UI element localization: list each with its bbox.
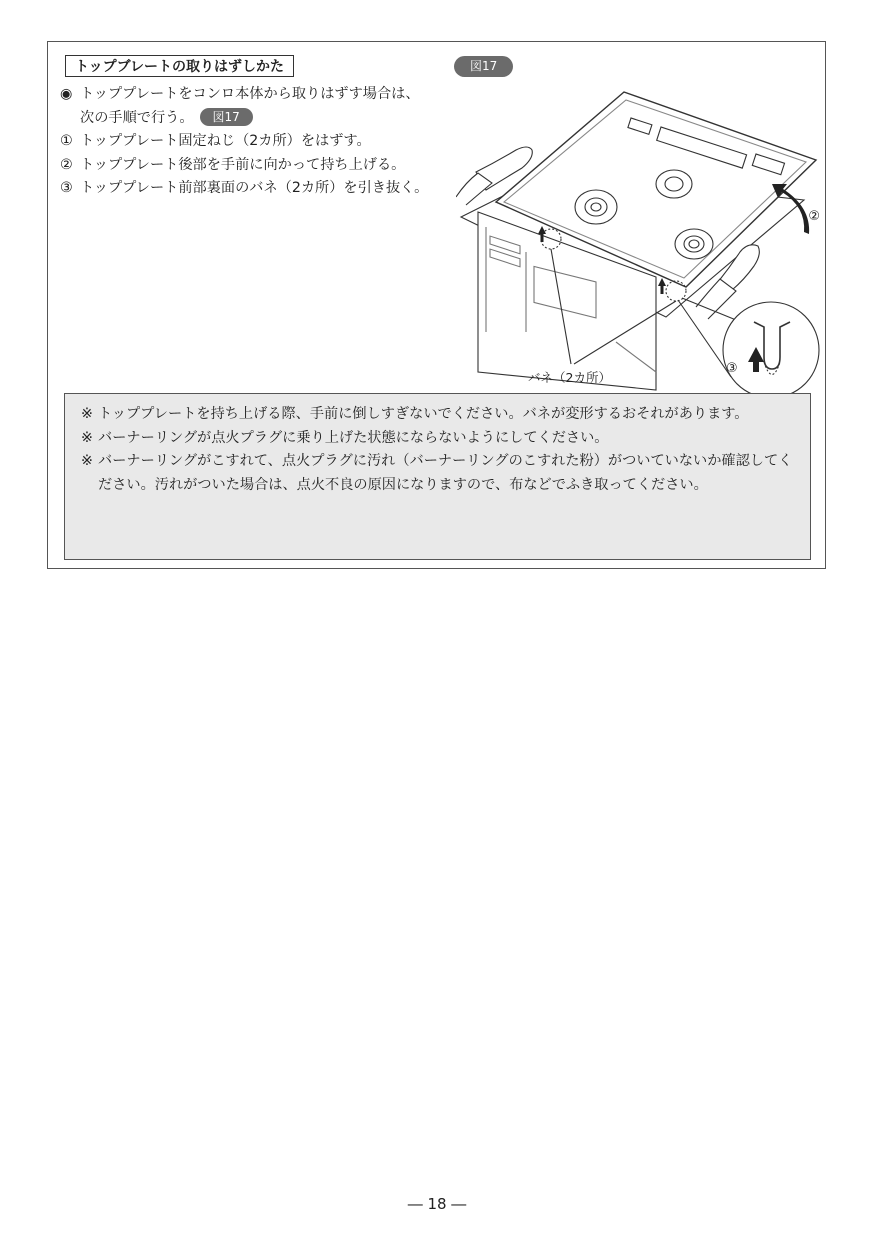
caution-note (81, 450, 798, 497)
note-text: トッププレートを持ち上げる際、手前に倒しすぎないでください。バネが変形するおそれがあります。 (98, 406, 749, 422)
step-text: トッププレート後部を手前に向かって持ち上げる。 (80, 156, 406, 173)
section-title: トップブレートの取りはずしかた (65, 55, 294, 77)
note-mark: ※ (81, 429, 93, 446)
spring-label: バネ（2カ所） (528, 370, 611, 385)
step-text: トッププレート固定ねじ（2カ所）をはずす。 (80, 133, 371, 149)
page-number: ― 18 ― (407, 1195, 467, 1213)
figure-badge: 図17 (454, 56, 513, 77)
instruction-frame (47, 41, 826, 569)
note-text: バーナーリングがこすれて、点火プラグに汚れ（バーナーリングのこすれた粉）がついていないか確認してください。汚れがついた場合は、点火不良の原因になりますので、布などでふき取ってください。 (98, 453, 793, 493)
step-number: ① (60, 133, 73, 149)
note-mark: ※ (81, 453, 93, 469)
instruction-text (60, 83, 430, 201)
step-2 (60, 154, 430, 178)
spring-detail-circle (723, 302, 819, 398)
step2-label: ② (808, 209, 820, 224)
note-mark: ※ (81, 406, 93, 422)
bullet-icon: ◉ (60, 86, 73, 102)
step-1 (60, 130, 430, 154)
step-number: ③ (60, 180, 73, 196)
intro-text: トッププレートをコンロ本体から取りはずす場合は、次の手順で行う。 (80, 86, 420, 126)
note-text: バーナーリングが点火プラグに乗り上げた状態にならないようにしてください。 (98, 429, 609, 446)
step-number: ② (60, 156, 73, 173)
caution-note (81, 427, 798, 451)
intro-paragraph (60, 83, 430, 130)
step-text: トッププレート前部裏面のバネ（2カ所）を引き抜く。 (80, 180, 429, 196)
figure-ref-badge: 図17 (200, 108, 253, 126)
caution-note (81, 403, 798, 427)
step-3 (60, 177, 430, 201)
caution-notes (64, 393, 811, 560)
step3-label: ③ (726, 361, 738, 376)
cooktop-illustration (456, 72, 821, 412)
